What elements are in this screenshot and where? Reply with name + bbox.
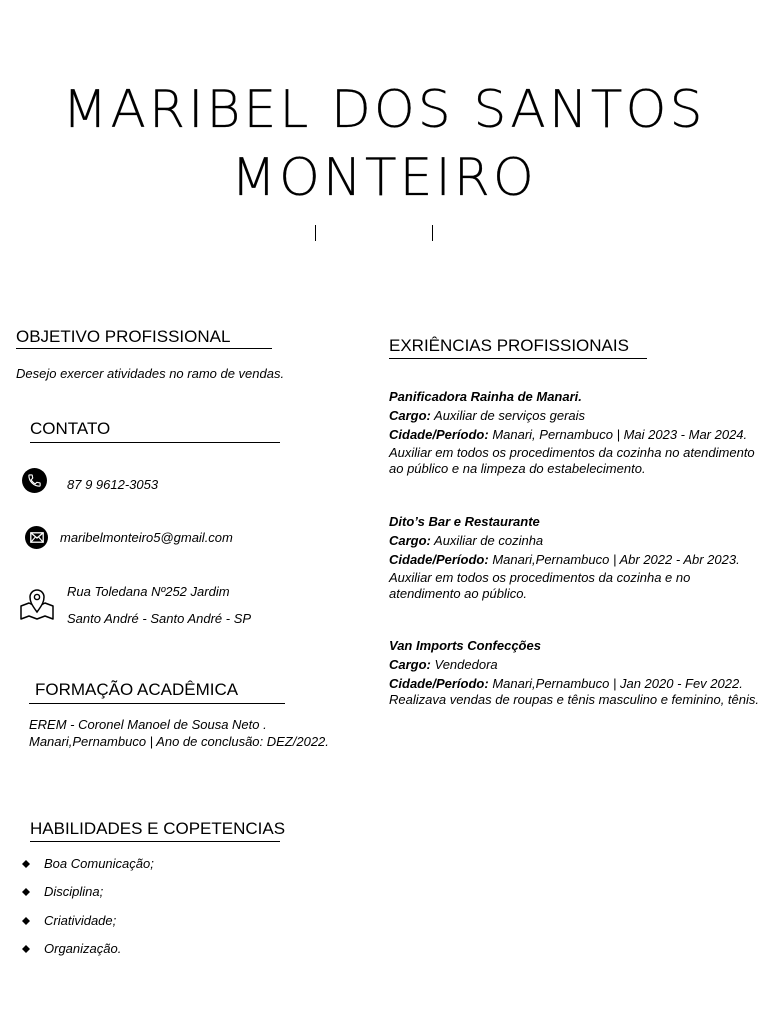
objective-heading: OBJETIVO PROFISSIONAL: [16, 327, 231, 346]
job-period: Manari,Pernambuco | Jan 2020 - Fev 2022.: [492, 676, 743, 691]
skill-label: Criatividade;: [44, 912, 117, 928]
name-line-1: MARIBEL DOS SANTOS: [62, 80, 706, 140]
job-description: Realizava vendas de roupas e tênis masculino e feminino, tênis.: [389, 692, 759, 707]
job-period: Manari, Pernambuco | Mai 2023 - Mar 2024.: [492, 427, 748, 442]
contact-heading: CONTATO: [30, 419, 111, 438]
skills-list: [22, 856, 154, 969]
diamond-bullet-icon: [22, 945, 30, 953]
skill-label: Organização.: [44, 940, 122, 956]
name-line-2: MONTEIRO: [231, 148, 537, 208]
decorative-tick-left: [315, 225, 316, 241]
job-company: Van Imports Confecções: [389, 638, 541, 653]
skill-label: Boa Comunicação;: [44, 856, 154, 871]
list-item: [22, 884, 154, 912]
objective-rule: [16, 348, 272, 349]
envelope-icon: [25, 526, 48, 549]
skills-heading: HABILIDADES E COPETENCIAS: [30, 819, 286, 838]
phone-icon: [22, 468, 47, 493]
list-item: [22, 913, 154, 941]
job-role: Auxiliar de cozinha: [434, 533, 544, 548]
email-address: maribelmonteiro5@gmail.com: [60, 530, 233, 545]
map-pin-icon: [19, 587, 55, 621]
job-entry: [389, 514, 761, 602]
job-company: Dito’s Bar e Restaurante: [389, 514, 540, 529]
address-line-2: Santo André - Santo André - SP: [67, 611, 252, 626]
phone-number: 87 9 9612-3053: [67, 477, 159, 492]
list-item: [22, 941, 154, 969]
education-line-2: Manari,Pernambuco | Ano de conclusão: DEZ/2022.: [29, 734, 329, 749]
diamond-bullet-icon: [22, 917, 30, 925]
cargo-label: Cargo:: [389, 408, 431, 423]
education-rule: [29, 703, 285, 704]
job-period: Manari,Pernambuco | Abr 2022 - Abr 2023.: [492, 552, 740, 567]
experience-rule: [389, 358, 647, 359]
skills-rule: [30, 841, 280, 842]
experience-heading: EXRIÊNCIAS PROFISSIONAIS: [389, 336, 629, 355]
address-line-1: Rua Toledana Nº252 Jardim: [67, 584, 230, 599]
job-entry: [389, 389, 761, 477]
education-line-1: EREM - Coronel Manoel de Sousa Neto .: [29, 717, 267, 732]
job-description: Auxiliar em todos os procedimentos da cozinha no atendimento ao público e na limpeza do estabelecimento.: [389, 445, 755, 476]
skill-label: Disciplina;: [44, 884, 104, 900]
decorative-tick-right: [432, 225, 433, 241]
job-role: Auxiliar de serviços gerais: [434, 408, 586, 423]
period-label: Cidade/Período:: [389, 427, 489, 442]
diamond-bullet-icon: [22, 888, 30, 896]
period-label: Cidade/Período:: [389, 552, 489, 567]
job-company: Panificadora Rainha de Manari.: [389, 389, 582, 404]
list-item: [22, 856, 154, 884]
cargo-label: Cargo:: [389, 533, 431, 548]
job-entry: [389, 638, 761, 708]
contact-rule: [30, 442, 280, 443]
diamond-bullet-icon: [22, 860, 30, 868]
period-label: Cidade/Período:: [389, 676, 489, 691]
cargo-label: Cargo:: [389, 657, 431, 672]
job-role: Vendedora: [434, 657, 498, 672]
job-description: Auxiliar em todos os procedimentos da cozinha e no atendimento ao público.: [389, 570, 691, 601]
education-heading: FORMAÇÃO ACADÊMICA: [35, 680, 239, 699]
objective-text: Desejo exercer atividades no ramo de vendas.: [16, 366, 285, 381]
